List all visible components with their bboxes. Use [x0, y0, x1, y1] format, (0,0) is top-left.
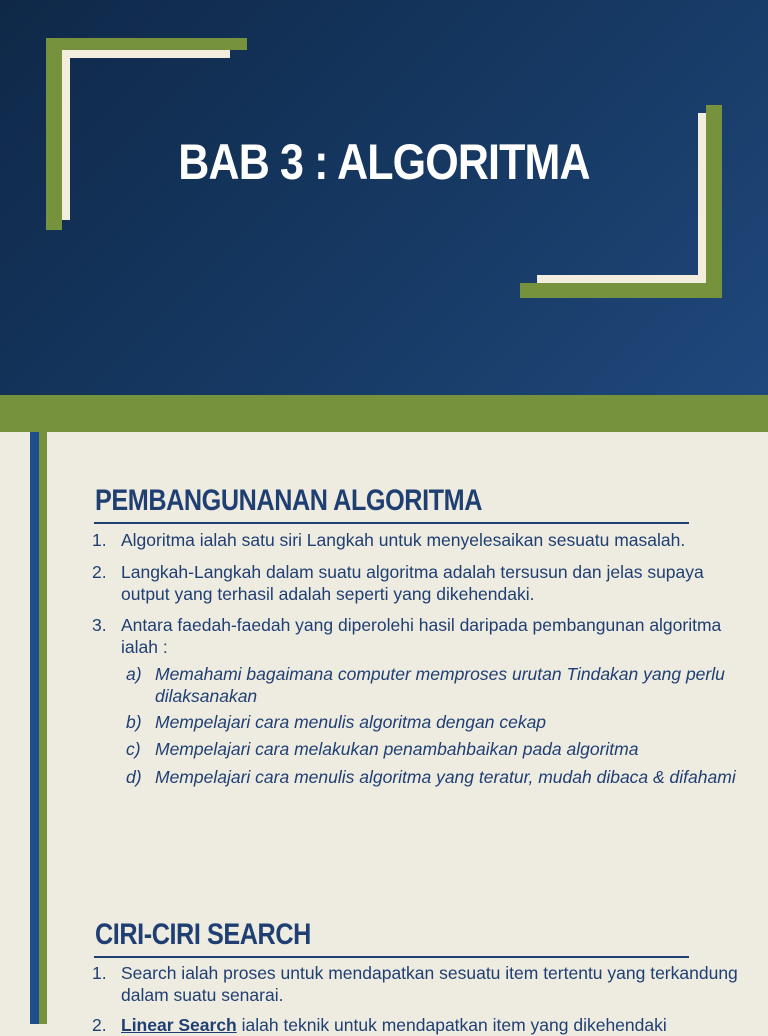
- side-accent-blue: [30, 432, 39, 1024]
- heading-underline: [94, 956, 689, 958]
- list-number: 1.: [92, 530, 107, 550]
- sub-list-letter: a): [126, 664, 142, 684]
- section-heading: CIRI-CIRI SEARCH: [95, 918, 311, 951]
- sub-list-text: Mempelajari cara menulis algoritma dengan cekap: [155, 712, 547, 732]
- sub-list-letter: b): [126, 712, 142, 732]
- list-text: Langkah-Langkah dalam suatu algoritma adalah tersusun dan jelas supaya output yang terhasil adalah seperti yang dikehendaki.: [121, 562, 704, 604]
- sub-list-text: Mempelajari cara menulis algoritma yang teratur, mudah dibaca & difahami: [155, 767, 736, 787]
- sub-list-text: Mempelajari cara melakukan penambahbaikan pada algoritma: [155, 739, 639, 759]
- divider-band: [0, 395, 768, 432]
- list-text: Algoritma ialah satu siri Langkah untuk menyelesaikan sesuatu masalah.: [121, 530, 686, 550]
- list-text-wrapper: [121, 1014, 749, 1036]
- heading-underline: [94, 522, 689, 524]
- content-slide: [0, 432, 768, 1035]
- list-text: ialah teknik untuk mendapatkan item yang dikehendaki: [236, 1015, 667, 1035]
- title-slide: [0, 0, 768, 395]
- corner-bracket-bottom-right-white-horizontal: [537, 275, 706, 283]
- corner-bracket-top-left-white-horizontal: [62, 50, 230, 58]
- list-number: 3.: [92, 615, 107, 635]
- list-text: Antara faedah-faedah yang diperolehi hasil daripada pembangunan algoritma ialah :: [121, 615, 722, 657]
- sub-list-letter: c): [126, 739, 141, 759]
- corner-bracket-bottom-right-green-horizontal: [520, 283, 722, 298]
- list-number: 2.: [92, 562, 107, 582]
- corner-bracket-top-left-green-horizontal: [46, 38, 247, 50]
- list-number: 2.: [92, 1015, 107, 1035]
- sub-list-letter: d): [126, 767, 142, 787]
- section-heading: PEMBANGUNANAN ALGORITMA: [95, 484, 482, 517]
- slide-title: BAB 3 : ALGORITMA: [178, 134, 590, 190]
- list-text-bold: Linear Search: [121, 1015, 237, 1035]
- side-accent-green: [39, 432, 47, 1024]
- list-number: 1.: [92, 963, 107, 983]
- list-text: Search ialah proses untuk mendapatkan sesuatu item tertentu yang terkandung dalam suatu senarai.: [121, 963, 738, 1005]
- sub-list-text: Memahami bagaimana computer memproses urutan Tindakan yang perlu dilaksanakan: [155, 664, 725, 706]
